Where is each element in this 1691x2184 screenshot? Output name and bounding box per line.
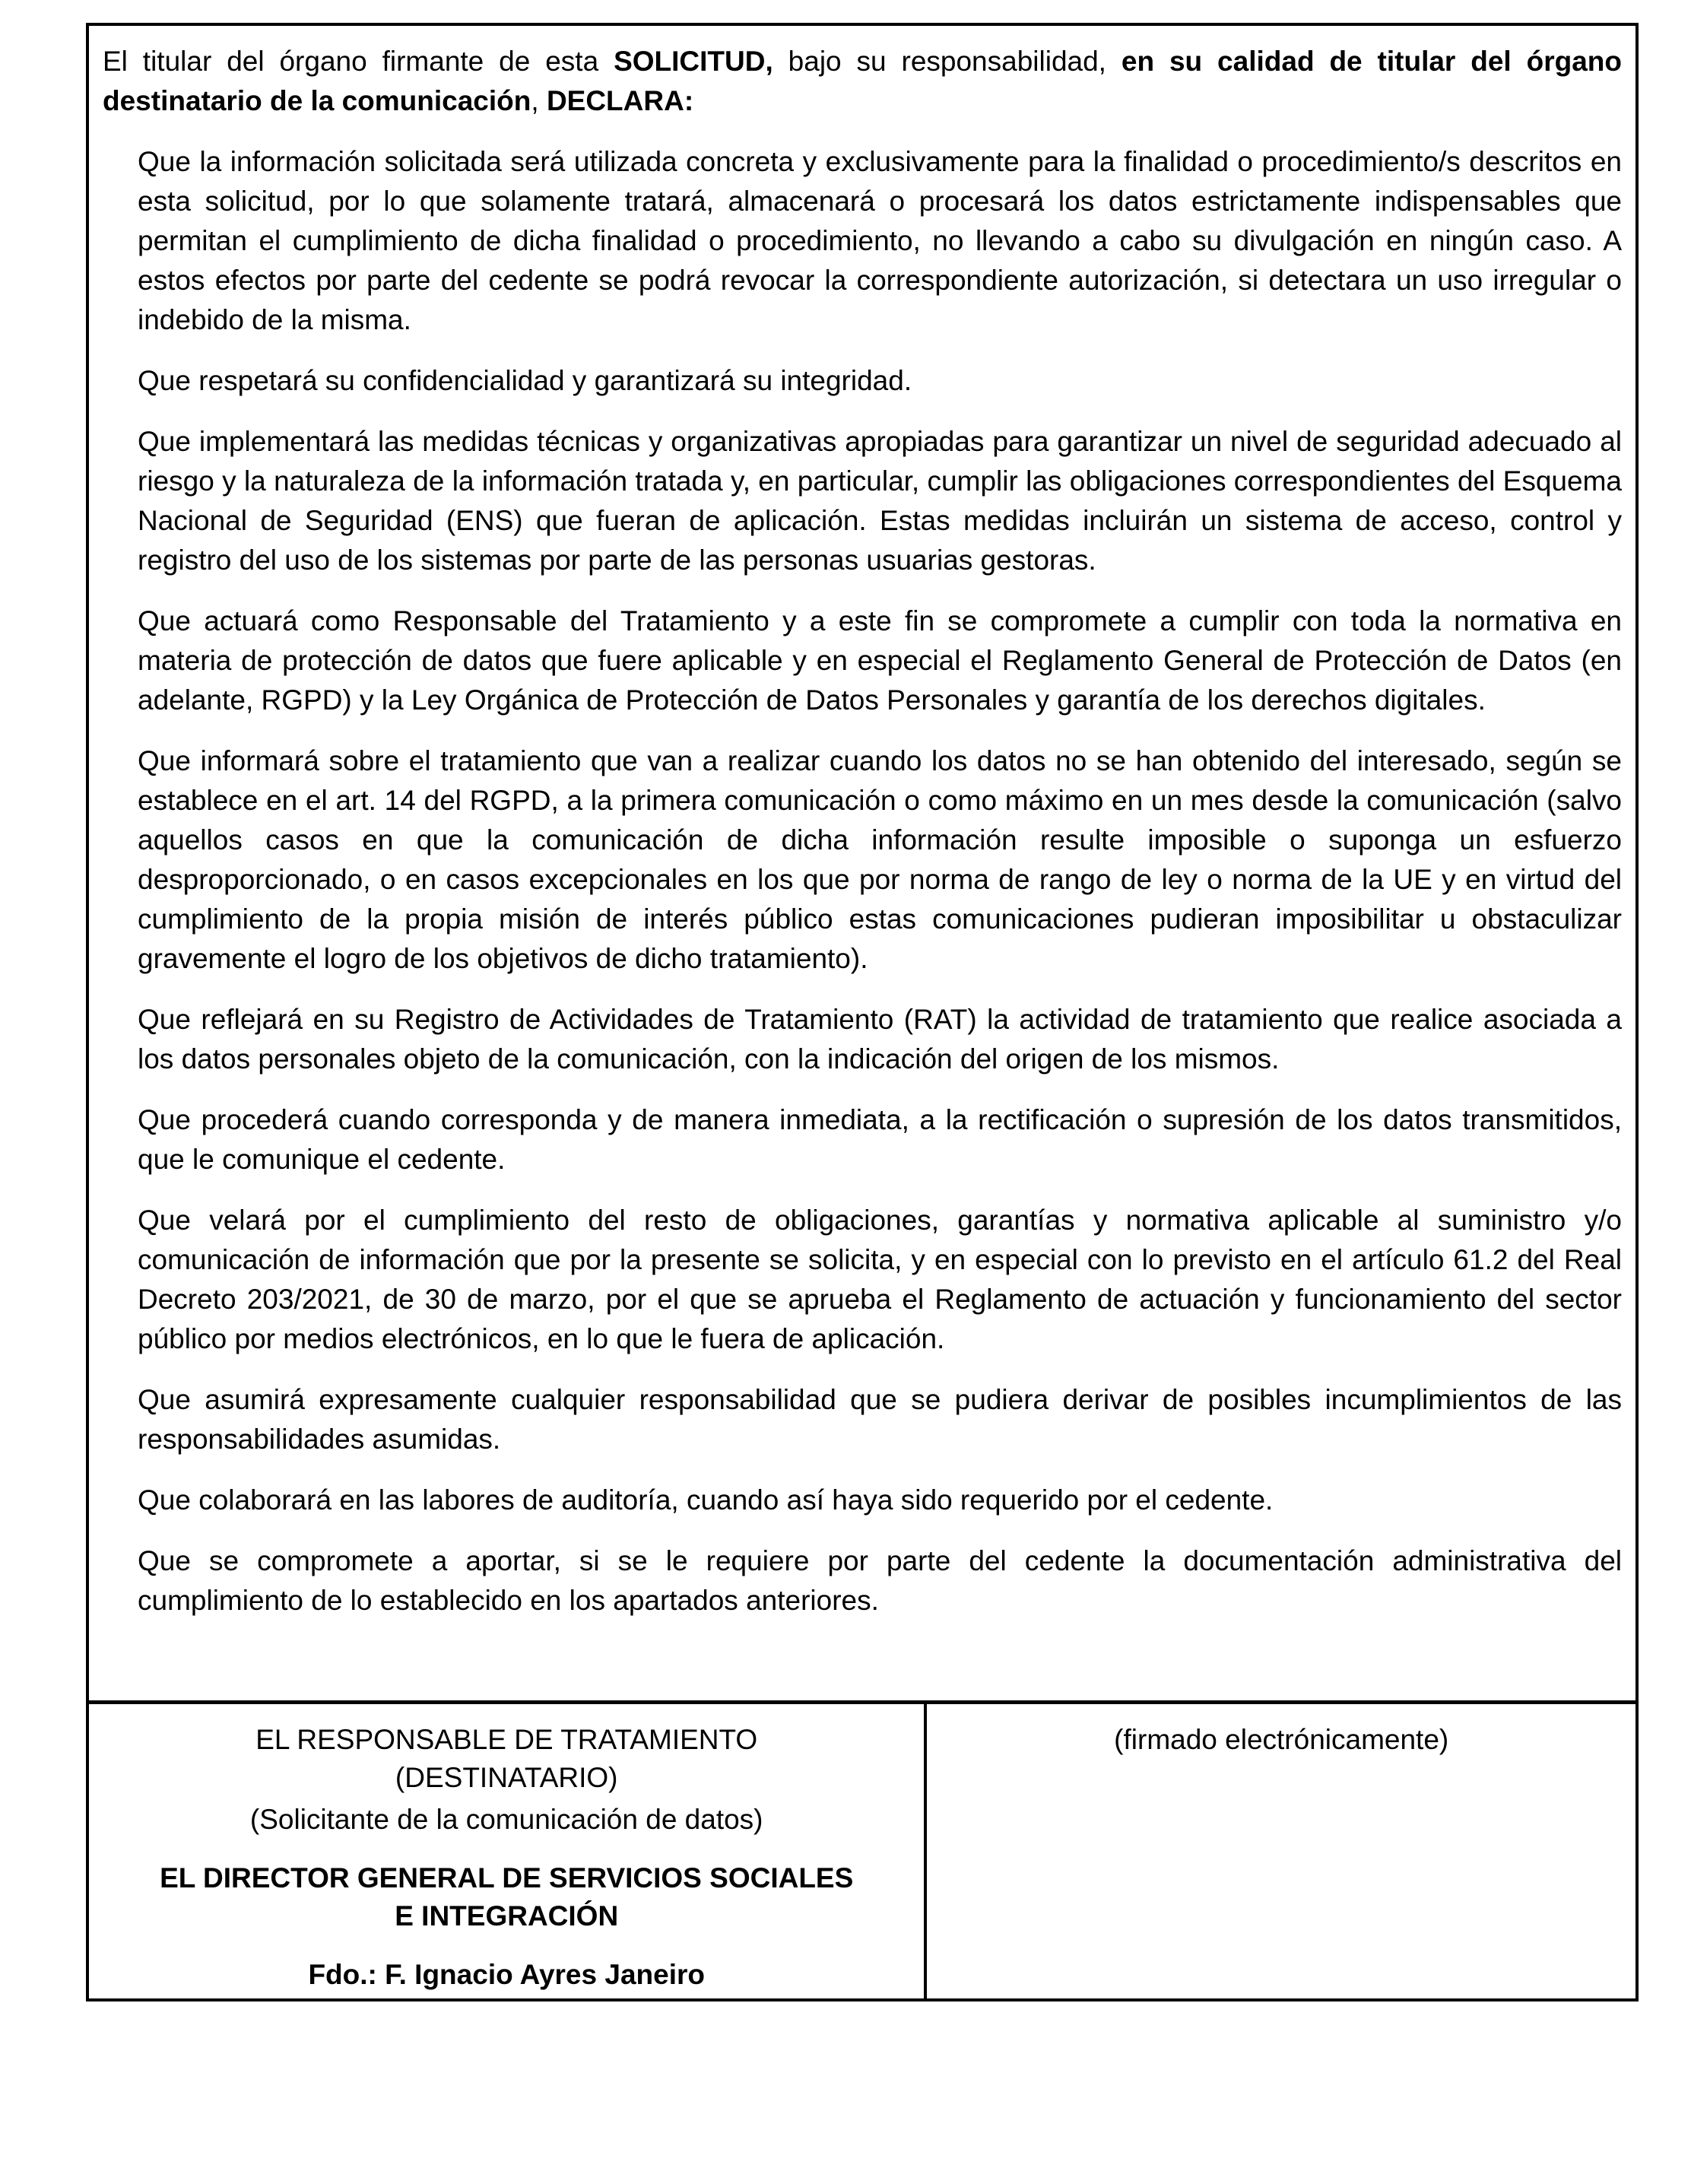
declaration-paragraph: Que implementará las medidas técnicas y organizativas apropiadas para garantizar un nivel de seguridad adecuado al riesgo y la naturaleza de la información tratada y, en particular, cumplir las obligaciones correspondientes del Esquema Nacional de Seguridad (ENS) que fueran de aplicación. Estas medidas incluirán un sistema de acceso, control y registro del uso de los sistemas por parte de las personas usuarias gestoras. bbox=[138, 426, 1622, 576]
declaration-paragraph: Que informará sobre el tratamiento que van a realizar cuando los datos no se han obtenido del interesado, según se establece en el art. 14 del RGPD, a la primera comunicación o como máximo en un mes desde la comunicación (salvo aquellos casos en que la comunicación de dicha información resulte imposible o suponga un esfuerzo desproporcionado, o en casos excepcionales en los que por norma de rango de ley o norma de la UE y en virtud del cumplimiento de la propia misión de interés público estas comunicaciones pudieran imposibilitar u obstaculizar gravemente el logro de los objetivos de dicho tratamiento). bbox=[138, 745, 1622, 974]
electronic-signature-note: (firmado electrónicamente) bbox=[1114, 1724, 1449, 1755]
responsible-role-label: EL RESPONSABLE DE TRATAMIENTO bbox=[255, 1724, 758, 1755]
declaration-paragraph: Que velará por el cumplimiento del resto de obligaciones, garantías y normativa aplicable al suministro y/o comunicación de información que por la presente se solicita, y en especial con lo previsto en el artículo 61.2 del Real Decreto 203/2021, de 30 de marzo, por el que se aprueba el Reglamento de actuación y funcionamiento del sector público por medios electrónicos, en lo que le fuera de aplicación. bbox=[138, 1205, 1622, 1354]
signer-name: Fdo.: F. Ignacio Ayres Janeiro bbox=[308, 1959, 705, 1990]
declaration-box bbox=[86, 23, 1639, 2001]
signature-table bbox=[89, 1700, 1635, 1998]
signature-left-cell bbox=[89, 1704, 927, 1998]
declaration-paragraph: Que respetará su confidencialidad y garantizará su integridad. bbox=[138, 365, 912, 396]
declaration-paragraph: Que se compromete a aportar, si se le requiere por parte del cedente la documentación administrativa del cumplimiento de lo establecido en los apartados anteriores. bbox=[138, 1545, 1622, 1616]
header-segment: El titular del órgano firmante de esta bbox=[103, 46, 614, 77]
header-segment: DECLARA: bbox=[546, 85, 694, 116]
header-segment: SOLICITUD, bbox=[614, 46, 773, 77]
director-general-title: EL DIRECTOR GENERAL DE SERVICIOS SOCIALES E INTEGRACIÓN bbox=[160, 1862, 854, 1932]
declaration-paragraph: Que procederá cuando corresponda y de manera inmediata, a la rectificación o supresión de los datos transmitidos, que le comunique el cedente. bbox=[138, 1104, 1622, 1175]
declaration-paragraph: Que asumirá expresamente cualquier responsabilidad que se pudiera derivar de posibles incumplimientos de las responsabilidades asumidas. bbox=[138, 1384, 1622, 1455]
recipient-label: (DESTINATARIO) bbox=[395, 1762, 618, 1793]
requester-label: (Solicitante de la comunicación de datos) bbox=[249, 1804, 763, 1835]
declaration-paragraph: Que la información solicitada será utilizada concreta y exclusivamente para la finalidad o procedimiento/s descritos en esta solicitud, por lo que solamente tratará, almacenará o procesará los datos estrictamente indispensables que permitan el cumplimiento de dicha finalidad o procedimiento, no llevando a cabo su divulgación en ningún caso. A estos efectos por parte del cedente se podrá revocar la correspondiente autorización, si detectara un uso irregular o indebido de la misma. bbox=[138, 146, 1622, 335]
header-segment: , bbox=[531, 85, 547, 116]
declaration-paragraph: Que reflejará en su Registro de Actividades de Tratamiento (RAT) la actividad de tratamiento que realice asociada a los datos personales objeto de la comunicación, con la indicación del origen de los mismos. bbox=[138, 1004, 1622, 1075]
declaration-paragraphs bbox=[103, 142, 1622, 1621]
signature-right-cell bbox=[927, 1704, 1635, 1998]
header-segment: en su calidad de titular del órgano destinatario de la comunicación bbox=[103, 46, 1622, 116]
header-segment: bajo su responsabilidad, bbox=[773, 46, 1122, 77]
declaration-header bbox=[103, 42, 1622, 121]
declaration-content bbox=[89, 26, 1635, 1700]
declaration-paragraph: Que colaborará en las labores de auditoría, cuando así haya sido requerido por el cedente. bbox=[138, 1484, 1274, 1516]
declaration-paragraph: Que actuará como Responsable del Tratamiento y a este fin se compromete a cumplir con toda la normativa en materia de protección de datos que fuere aplicable y en especial el Reglamento General de Protección de Datos (en adelante, RGPD) y la Ley Orgánica de Protección de Datos Personales y garantía de los derechos digitales. bbox=[138, 605, 1622, 716]
